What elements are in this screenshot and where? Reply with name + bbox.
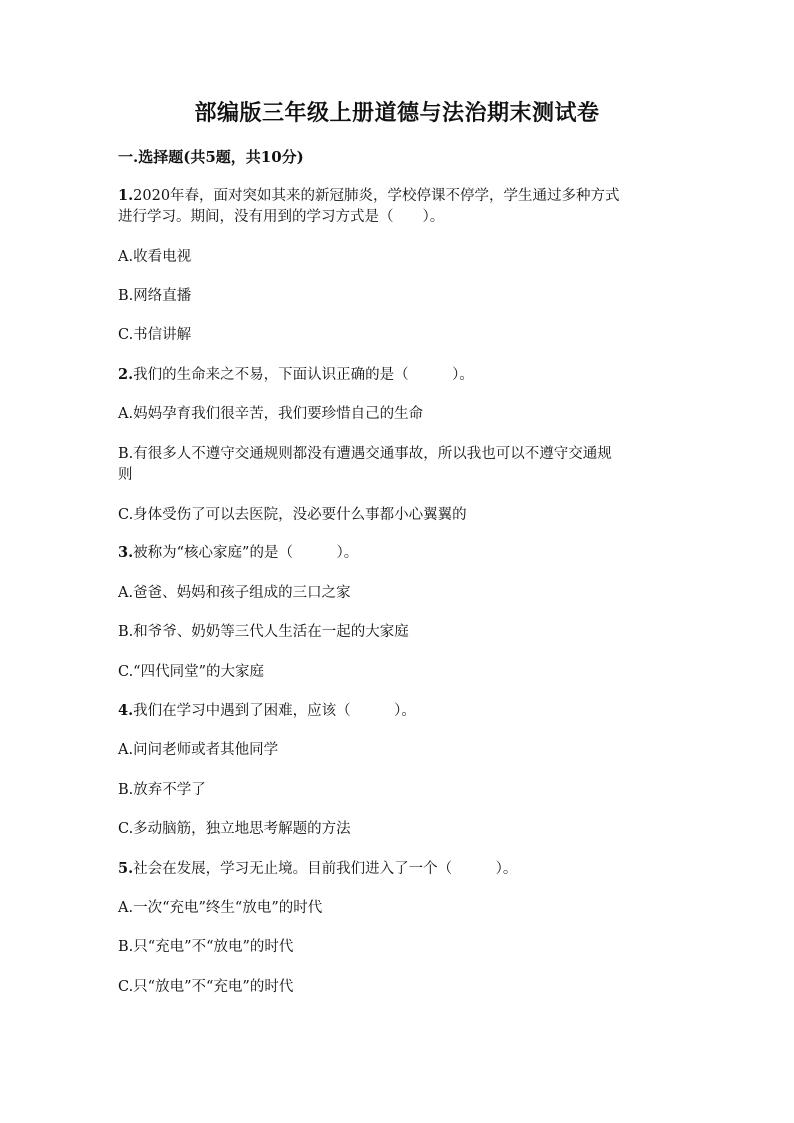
question-number: 1. — [118, 187, 134, 204]
question-4-stem — [118, 701, 678, 721]
question-text: 社会在发展，学习无止境。目前我们进入了一个（ ）。 — [133, 861, 518, 877]
question-5-option-a: A.一次“充电”终生“放电”的时代 — [118, 900, 323, 916]
question-number: 3. — [118, 544, 134, 561]
question-5-option-c: C.只“放电”不“充电”的时代 — [118, 979, 294, 995]
question-text: 我们在学习中遇到了困难，应该（ ）。 — [133, 703, 416, 719]
question-2-option-b: B.有很多人不遵守交通规则都没有遭遇交通事故，所以我也可以不遵守交通规 — [118, 446, 612, 462]
question-4-option-a: A.问问老师或者其他同学 — [118, 742, 279, 758]
question-1-stem — [118, 186, 678, 206]
question-1-option-b: B.网络直播 — [118, 288, 192, 304]
question-number: 4. — [118, 702, 134, 719]
question-3-option-b: B.和爷爷、奶奶等三代人生活在一起的大家庭 — [118, 624, 409, 640]
question-number: 2. — [118, 366, 134, 383]
question-1-option-a: A.收看电视 — [118, 249, 192, 265]
question-3-stem — [118, 543, 678, 563]
question-4-option-c: C.多动脑筋，独立地思考解题的方法 — [118, 821, 351, 837]
section-heading: 一.选择题(共5题，共10分) — [118, 148, 304, 166]
question-4-option-b: B.放弃不学了 — [118, 782, 206, 798]
question-5-option-b: B.只“充电”不“放电”的时代 — [118, 939, 294, 955]
question-text: 被称为“核心家庭”的是（ ）。 — [133, 545, 359, 561]
question-3-option-a: A.爸爸、妈妈和孩子组成的三口之家 — [118, 585, 351, 601]
question-2-option-a: A.妈妈孕育我们很辛苦，我们要珍惜自己的生命 — [118, 406, 424, 422]
question-number: 5. — [118, 860, 134, 877]
question-text: 我们的生命来之不易，下面认识正确的是（ ）。 — [133, 367, 474, 383]
question-1-stem-cont: 进行学习。期间，没有用到的学习方式是（ ）。 — [118, 209, 445, 225]
question-text: 2020年春，面对突如其来的新冠肺炎，学校停课不停学，学生通过多种方式 — [133, 188, 620, 204]
question-2-option-c: C.身体受伤了可以去医院，没必要什么事都小心翼翼的 — [118, 507, 467, 523]
question-5-stem — [118, 859, 678, 879]
question-3-option-c: C.“四代同堂”的大家庭 — [118, 664, 265, 680]
question-2-stem — [118, 365, 678, 385]
document-title: 部编版三年级上册道德与法治期末测试卷 — [194, 100, 600, 126]
question-1-option-c: C.书信讲解 — [118, 327, 192, 343]
question-2-option-b-cont: 则 — [118, 467, 133, 483]
